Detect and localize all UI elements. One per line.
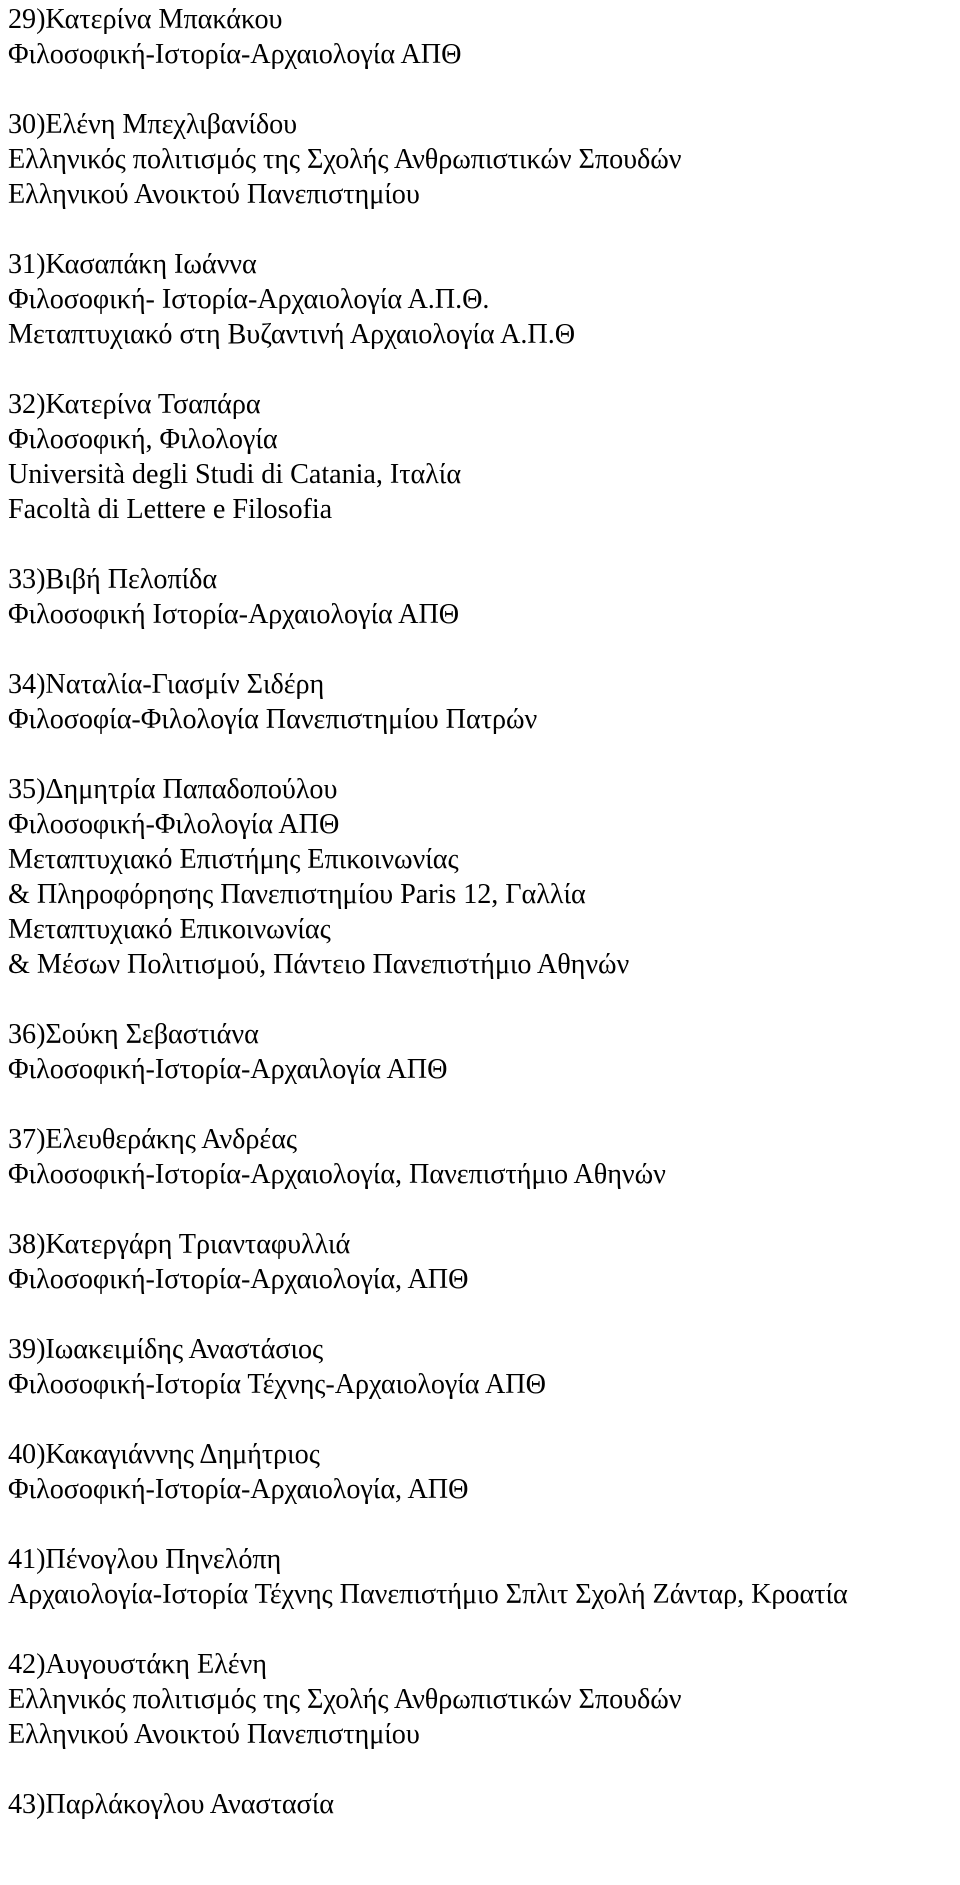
entry-detail: Φιλοσοφική-Ιστορία Τέχνης-Αρχαιολογία ΑΠΘ <box>8 1369 546 1400</box>
list-entry <box>8 1122 958 1192</box>
list-entry <box>8 107 958 212</box>
entry-detail: Φιλοσοφική-Ιστορία-Αρχαιολογία ΑΠΘ <box>8 39 462 70</box>
list-entry <box>8 1542 958 1612</box>
entry-name: 33)Βιβή Πελοπίδα <box>8 564 218 595</box>
entry-name: 30)Ελένη Μπεχλιβανίδου <box>8 109 298 140</box>
entry-detail: Ελληνικού Ανοικτού Πανεπιστημίου <box>8 179 420 210</box>
list-entry <box>8 1787 958 1822</box>
entry-name: 29)Κατερίνα Μπακάκου <box>8 4 283 35</box>
list-entry <box>8 247 958 352</box>
entry-name: 39)Ιωακειμίδης Αναστάσιος <box>8 1334 324 1365</box>
entry-name: 43)Παρλάκογλου Αναστασία <box>8 1789 334 1820</box>
entry-detail: Φιλοσοφική- Ιστορία-Αρχαιολογία Α.Π.Θ. <box>8 284 490 315</box>
list-entry <box>8 772 958 982</box>
entry-detail: & Μέσων Πολιτισμού, Πάντειο Πανεπιστήμιο Αθηνών <box>8 949 630 980</box>
entry-detail: Μεταπτυχιακό Επικοινωνίας <box>8 914 331 945</box>
entry-detail: Μεταπτυχιακό Επιστήμης Επικοινωνίας <box>8 844 459 875</box>
entry-name: 35)Δημητρία Παπαδοπούλου <box>8 774 338 805</box>
entry-detail: Facoltà di Lettere e Filosofia <box>8 494 333 525</box>
entry-detail: Università degli Studi di Catania, Ιταλία <box>8 459 462 490</box>
document-body <box>8 2 958 1857</box>
list-entry <box>8 2 958 72</box>
entry-name: 37)Ελευθεράκης Ανδρέας <box>8 1124 298 1155</box>
entry-detail: Αρχαιολογία-Ιστορία Τέχνης Πανεπιστήμιο Σπλιτ Σχολή Ζάνταρ, Κροατία <box>8 1579 848 1610</box>
entry-detail: Φιλοσοφική Ιστορία-Αρχαιολογία ΑΠΘ <box>8 599 460 630</box>
entry-detail: Ελληνικός πολιτισμός της Σχολής Ανθρωπιστικών Σπουδών <box>8 1684 682 1715</box>
entry-detail: Ελληνικού Ανοικτού Πανεπιστημίου <box>8 1719 420 1750</box>
list-entry <box>8 562 958 632</box>
list-entry <box>8 1332 958 1402</box>
entry-detail: Φιλοσοφική-Ιστορία-Αρχαιολογία, Πανεπιστήμιο Αθηνών <box>8 1159 666 1190</box>
entry-detail: Φιλοσοφική-Ιστορία-Αρχαιλογία ΑΠΘ <box>8 1054 448 1085</box>
entry-name: 31)Κασαπάκη Ιωάννα <box>8 249 257 280</box>
list-entry <box>8 1227 958 1297</box>
entry-name: 41)Πένογλου Πηνελόπη <box>8 1544 282 1575</box>
entry-detail: Φιλοσοφική-Ιστορία-Αρχαιολογία, ΑΠΘ <box>8 1264 469 1295</box>
list-entry <box>8 1647 958 1752</box>
list-entry <box>8 1017 958 1087</box>
entry-detail: Φιλοσοφική-Φιλολογία ΑΠΘ <box>8 809 340 840</box>
entry-name: 32)Κατερίνα Τσαπάρα <box>8 389 261 420</box>
entry-name: 42)Αυγουστάκη Ελένη <box>8 1649 267 1680</box>
list-entry <box>8 1437 958 1507</box>
entry-name: 38)Κατεργάρη Τριανταφυλλιά <box>8 1229 351 1260</box>
entry-name: 36)Σούκη Σεβαστιάνα <box>8 1019 259 1050</box>
entry-detail: Ελληνικός πολιτισμός της Σχολής Ανθρωπιστικών Σπουδών <box>8 144 682 175</box>
list-entry <box>8 667 958 737</box>
entry-detail: Φιλοσοφική, Φιλολογία <box>8 424 278 455</box>
entry-detail: Φιλοσοφική-Ιστορία-Αρχαιολογία, ΑΠΘ <box>8 1474 469 1505</box>
entry-name: 40)Κακαγιάννης Δημήτριος <box>8 1439 320 1470</box>
entry-detail: & Πληροφόρησης Πανεπιστημίου Paris 12, Γαλλία <box>8 879 586 910</box>
entry-name: 34)Ναταλία-Γιασμίν Σιδέρη <box>8 669 325 700</box>
entry-detail: Μεταπτυχιακό στη Βυζαντινή Αρχαιολογία Α.Π.Θ <box>8 319 575 350</box>
entry-detail: Φιλοσοφία-Φιλολογία Πανεπιστημίου Πατρών <box>8 704 538 735</box>
list-entry <box>8 387 958 527</box>
